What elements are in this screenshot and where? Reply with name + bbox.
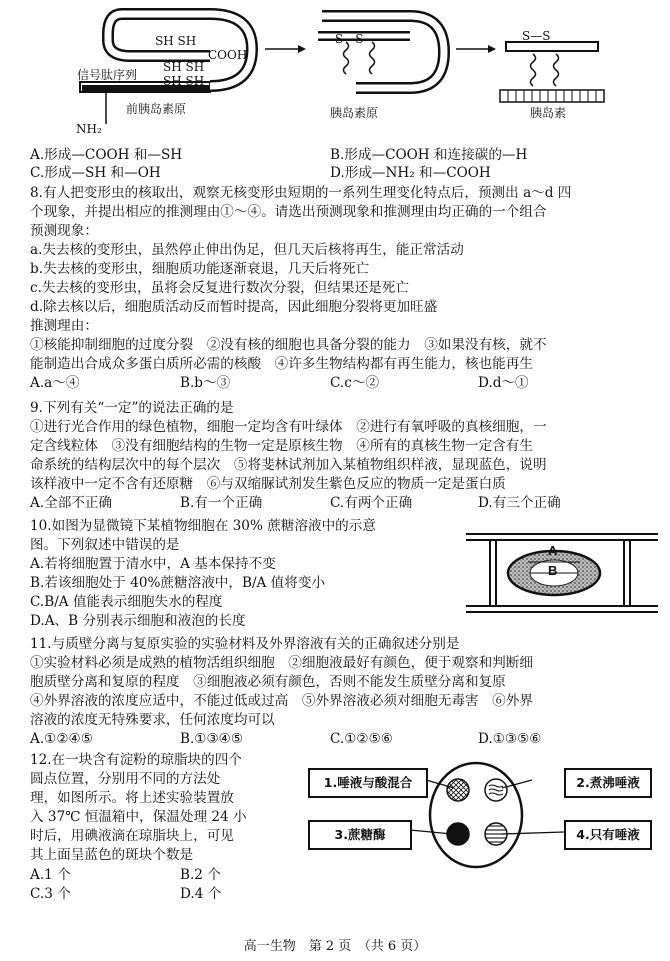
label-b: B bbox=[548, 563, 558, 578]
label-signal-peptide: 信号肽序列 bbox=[77, 68, 138, 82]
treatment-box-3: 3.蔗糖酶 bbox=[308, 820, 412, 850]
label-ss-right: S—S bbox=[522, 29, 551, 43]
q7-option-d: D.形成—NH₂ 和—COOH bbox=[330, 165, 491, 181]
label-cooh: COOH bbox=[208, 48, 248, 62]
q8-option-a: A.a～④ bbox=[30, 375, 80, 391]
label-a: A bbox=[548, 543, 558, 558]
q10-option-d: D.A、B 分别表示细胞和液泡的长度 bbox=[30, 613, 246, 629]
label-prepro-insulin: 前胰岛素原 bbox=[126, 102, 187, 116]
q9-stem-line: 该样液中一定不含有还原糖 ⑥与双缩脲试剂发生紫色反应的物质一定是蛋白质 bbox=[30, 476, 506, 492]
agar-block-figure bbox=[306, 760, 652, 870]
q7-option-b: B.形成—COOH 和连接碳的—H bbox=[330, 147, 528, 163]
q12-stem-line: 12.在一块含有淀粉的琼脂块的四个 bbox=[30, 752, 242, 768]
label-sh-pair2: SH SH bbox=[163, 74, 205, 88]
q8-stem-line: 个现象，并提出相应的推测理由①～④。请选出预测现象和推测理由均正确的一个组合 bbox=[30, 204, 547, 220]
q8-phenomenon: b.失去核的变形虫，细胞质功能逐渐衰退，几天后将死亡 bbox=[30, 261, 370, 277]
plant-cell-diagram bbox=[466, 526, 658, 620]
q11-option-b: B.①③④⑤ bbox=[180, 731, 244, 747]
q9-stem-line: 命系统的结构层次中的每个层次 ⑤将斐林试剂加入某植物组织样液，显现蓝色，说明 bbox=[30, 457, 547, 473]
spot-1 bbox=[447, 779, 469, 801]
q8-phenomenon: c.失去核的变形虫，虽将会反复进行数次分裂，但结果还是死亡 bbox=[30, 280, 409, 296]
q11-stem-line: 溶液的浓度无特殊要求，任何浓度均可以 bbox=[30, 712, 275, 728]
insulin-formation-figure bbox=[60, 4, 620, 144]
q10-stem-line: 10.如图为显微镜下某植物细胞在 30% 蔗糖溶液中的示意 bbox=[30, 518, 376, 534]
q8-stem-line: 预测现象： bbox=[30, 223, 98, 239]
q8-option-d: D.d～① bbox=[478, 375, 529, 391]
q10-option-b: B.若该细胞处于 40%蔗糖溶液中，B/A 值将变小 bbox=[30, 575, 326, 591]
q11-stem-line: 11.与质壁分离与复原实验的实验材料及外界溶液有关的正确叙述分别是 bbox=[30, 636, 460, 652]
q12-stem-line: 圆点位置，分别用不同的方法处 bbox=[30, 771, 221, 787]
label-nh2: NH₂ bbox=[76, 122, 102, 136]
q12-option-a: A.1 个 bbox=[30, 867, 71, 883]
q8-reason-line: 能制造出合成众多蛋白质所必需的核酸 ④许多生物结构都有再生能力，核也能再生 bbox=[30, 356, 533, 372]
treatment-box-1: 1.唾液与酸混合 bbox=[308, 768, 428, 798]
q9-option-a: A.全部不正确 bbox=[30, 495, 113, 511]
q11-option-d: D.①③⑤⑥ bbox=[478, 731, 542, 747]
label-ss-middle: S—S bbox=[335, 32, 364, 46]
q10-stem-line: 图。下列叙述中错误的是 bbox=[30, 537, 180, 553]
label-sh-top: SH SH bbox=[155, 34, 197, 48]
q10-option-a: A.若将细胞置于清水中，A 基本保持不变 bbox=[30, 556, 276, 572]
q12-option-b: B.2 个 bbox=[180, 867, 221, 883]
q12-stem-line: 理，如图所示。将上述实验装置放 bbox=[30, 790, 234, 806]
q11-stem-line: 胞质壁分离和复原的程度 ③细胞液必须有颜色，否则不能发生质壁分离和复原 bbox=[30, 674, 506, 690]
q11-stem-line: ①实验材料必须是成熟的植物活组织细胞 ②细胞液最好有颜色，便于观察和判断细 bbox=[30, 655, 533, 671]
q12-stem-line: 入 37℃ 恒温箱中，保温处理 24 小 bbox=[30, 809, 247, 825]
q8-reason-title: 推测理由： bbox=[30, 318, 98, 334]
page-footer: 高一生物 第 2 页 （共 6 页） bbox=[243, 939, 427, 954]
q8-option-b: B.b～③ bbox=[180, 375, 231, 391]
q12-option-c: C.3 个 bbox=[30, 886, 71, 902]
label-sh-pair1: SH SH bbox=[163, 60, 205, 74]
q8-stem-line: 8.有人把变形虫的核取出，观察无核变形虫短期的一系列生理变化特点后，预测出 a～d 四 bbox=[30, 185, 572, 201]
q11-option-a: A.①②④⑤ bbox=[30, 731, 93, 747]
q12-stem-line: 其上面呈蓝色的斑块个数是 bbox=[30, 847, 194, 863]
q11-option-c: C.①②⑤⑥ bbox=[330, 731, 393, 747]
q10-option-c: C.B/A 值能表示细胞失水的程度 bbox=[30, 594, 223, 610]
q9-stem-line: 定含线粒体 ③没有细胞结构的生物一定是原核生物 ④所有的真核生物一定含有生 bbox=[30, 438, 533, 454]
q8-phenomenon: d.除去核以后，细胞质活动反而暂时提高，因此细胞分裂将更加旺盛 bbox=[30, 299, 438, 315]
q9-stem-line: 9.下列有关“一定”的说法正确的是 bbox=[30, 400, 234, 416]
q8-phenomenon: a.失去核的变形虫，虽然停止伸出伪足，但几天后核将再生，能正常活动 bbox=[30, 242, 464, 258]
q7-option-a: A.形成—COOH 和—SH bbox=[30, 147, 183, 163]
q8-reason-line: ①核能抑制细胞的过度分裂 ②没有核的细胞也具备分裂的能力 ③如果没有核，就不 bbox=[30, 337, 547, 353]
q12-stem-line: 时后，用碘液滴在琼脂块上，可见 bbox=[30, 828, 234, 844]
label-insulin: 胰岛素 bbox=[530, 106, 567, 120]
treatment-box-2: 2.煮沸唾液 bbox=[564, 768, 652, 798]
insulin-chains bbox=[500, 42, 604, 102]
q12-option-d: D.4 个 bbox=[180, 886, 222, 902]
treatment-box-4: 4.只有唾液 bbox=[564, 820, 652, 850]
label-pro-insulin: 胰岛素原 bbox=[330, 106, 379, 120]
plant-cell-figure bbox=[466, 526, 658, 620]
q9-option-c: C.有两个正确 bbox=[330, 495, 413, 511]
q9-option-d: D.有三个正确 bbox=[478, 495, 561, 511]
agar-block bbox=[430, 763, 522, 867]
pro-insulin-chain bbox=[318, 16, 444, 88]
q9-option-b: B.有一个正确 bbox=[180, 495, 263, 511]
q9-stem-line: ①进行光合作用的绿色植物，细胞一定均含有叶绿体 ②进行有氧呼吸的真核细胞，一 bbox=[30, 419, 547, 435]
q11-stem-line: ④外界溶液的浓度应适中，不能过低或过高 ⑤外界溶液必须对细胞无毒害 ⑥外界 bbox=[30, 693, 533, 709]
insulin-diagram bbox=[60, 4, 620, 144]
q7-option-c: C.形成—SH 和—OH bbox=[30, 165, 161, 181]
q8-option-c: C.c～② bbox=[330, 375, 380, 391]
